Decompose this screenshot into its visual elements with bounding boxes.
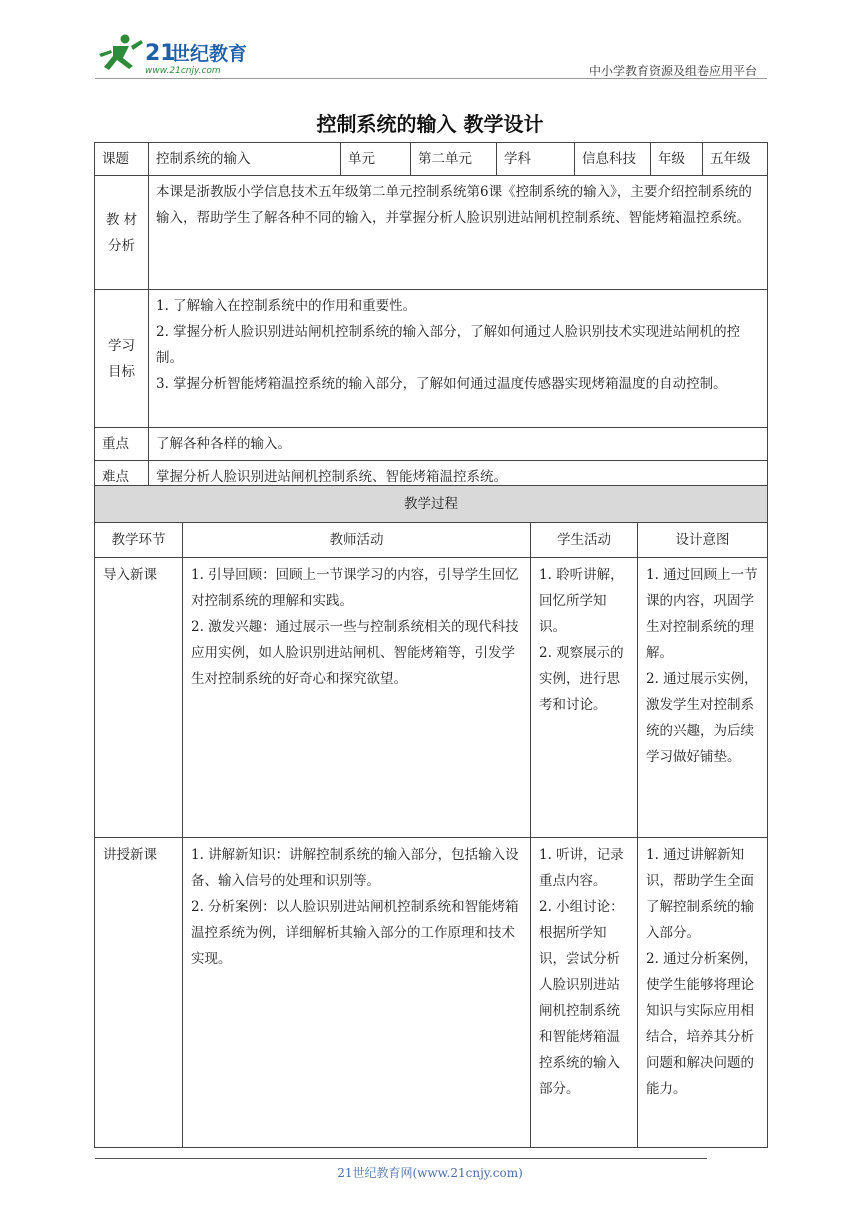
design-intent-cell <box>638 558 768 838</box>
footer-divider <box>95 1158 707 1159</box>
teacher-activity-item: 2. 激发兴趣：通过展示一些与控制系统相关的现代科技应用实例，如人脸识别进站闸机、智能烤箱等，引发学生对控制系统的好奇心和探究欲望。 <box>191 619 519 687</box>
process-title: 教学过程 <box>95 486 768 523</box>
student-activity-item: 1. 听讲，记录重点内容。 <box>539 847 624 889</box>
teacher-activity-item: 1. 引导回顾：回顾上一节课学习的内容，引导学生回忆对控制系统的理解和实践。 <box>191 567 519 609</box>
design-intent-item: 2. 通过分析案例，使学生能够将理论知识与实际应用相结合，培养其分析问题和解决问题的能力。 <box>646 951 758 1097</box>
design-intent-cell <box>638 838 768 1148</box>
student-activity-cell <box>531 838 638 1148</box>
grade-value: 五年级 <box>703 143 768 176</box>
design-intent-item: 1. 通过讲解新知识，帮助学生全面了解控制系统的输入部分。 <box>646 847 754 941</box>
goal-item: 1. 了解输入在控制系统中的作用和重要性。 <box>156 298 417 314</box>
goals-label: 学习 目标 <box>95 290 149 428</box>
teacher-activity-cell <box>183 838 531 1148</box>
column-header: 设计意图 <box>638 523 768 558</box>
unit-label: 单元 <box>341 143 411 176</box>
document-title: 控制系统的输入 教学设计 <box>316 112 544 136</box>
design-intent-item: 2. 通过展示实例，激发学生对控制系统的兴趣，为后续学习做好铺垫。 <box>646 671 758 765</box>
design-intent-item: 1. 通过回顾上一节课的内容，巩固学生对控制系统的理解。 <box>646 567 758 661</box>
table-row <box>95 838 768 1148</box>
teacher-activity-item: 2. 分析案例：以人脸识别进站闸机控制系统和智能烤箱温控系统为例，详细解析其输入部分的工作原理和技术实现。 <box>191 899 519 967</box>
teaching-process-table <box>94 485 768 1148</box>
footer-link[interactable]: 21世纪教育网(www.21cnjy.com) <box>337 1166 523 1180</box>
topic-value: 控制系统的输入 <box>149 143 341 176</box>
column-header: 学生活动 <box>531 523 638 558</box>
analysis-text: 本课是浙教版小学信息技术五年级第二单元控制系统第6课《控制系统的输入》，主要介绍控制系统的输入，帮助学生了解各种不同的输入，并掌握分析人脸识别进站闸机控制系统、智能烤箱温控系统。 <box>149 176 768 290</box>
unit-value: 第二单元 <box>411 143 497 176</box>
platform-name: 中小学教育资源及组卷应用平台 <box>588 64 757 78</box>
table-row <box>95 558 768 838</box>
analysis-label: 教 材 分析 <box>95 176 149 290</box>
subject-label: 学科 <box>497 143 575 176</box>
page-header <box>95 30 767 78</box>
key-label: 重点 <box>95 428 149 461</box>
teacher-activity-item: 1. 讲解新知识：讲解控制系统的输入部分，包括输入设备、输入信号的处理和识别等。 <box>191 847 519 889</box>
logo-icon <box>95 32 265 76</box>
student-activity-item: 1. 聆听讲解，回忆所学知识。 <box>539 567 624 635</box>
stage-cell: 导入新课 <box>95 558 183 838</box>
goals-list <box>149 290 768 428</box>
header-divider <box>95 78 767 79</box>
svg-text:21: 21 <box>145 41 176 66</box>
stage-cell: 讲授新课 <box>95 838 183 1148</box>
grade-label: 年级 <box>651 143 703 176</box>
column-header: 教学环节 <box>95 523 183 558</box>
teacher-activity-cell <box>183 558 531 838</box>
student-activity-item: 2. 小组讨论：根据所学知识，尝试分析人脸识别进站闸机控制系统和智能烤箱温控系统的输入部分。 <box>539 899 624 1097</box>
difficulty-label: 难点 <box>95 461 149 494</box>
goal-item: 2. 掌握分析人脸识别进站闸机控制系统的输入部分，了解如何通过人脸识别技术实现进站闸机的控制。 <box>156 324 741 366</box>
course-info-table <box>94 142 768 494</box>
student-activity-item: 2. 观察展示的实例，进行思考和讨论。 <box>539 645 624 713</box>
topic-label: 课题 <box>95 143 149 176</box>
key-text: 了解各种各样的输入。 <box>149 428 768 461</box>
goal-item: 3. 掌握分析智能烤箱温控系统的输入部分，了解如何通过温度传感器实现烤箱温度的自动控制。 <box>156 376 727 392</box>
column-header: 教师活动 <box>183 523 531 558</box>
svg-text:世纪教育: 世纪教育 <box>171 43 248 65</box>
student-activity-cell <box>531 558 638 838</box>
difficulty-text: 掌握分析人脸识别进站闸机控制系统、智能烤箱温控系统。 <box>149 461 768 494</box>
subject-value: 信息科技 <box>575 143 651 176</box>
svg-text:www.21cnjy.com: www.21cnjy.com <box>145 66 221 76</box>
